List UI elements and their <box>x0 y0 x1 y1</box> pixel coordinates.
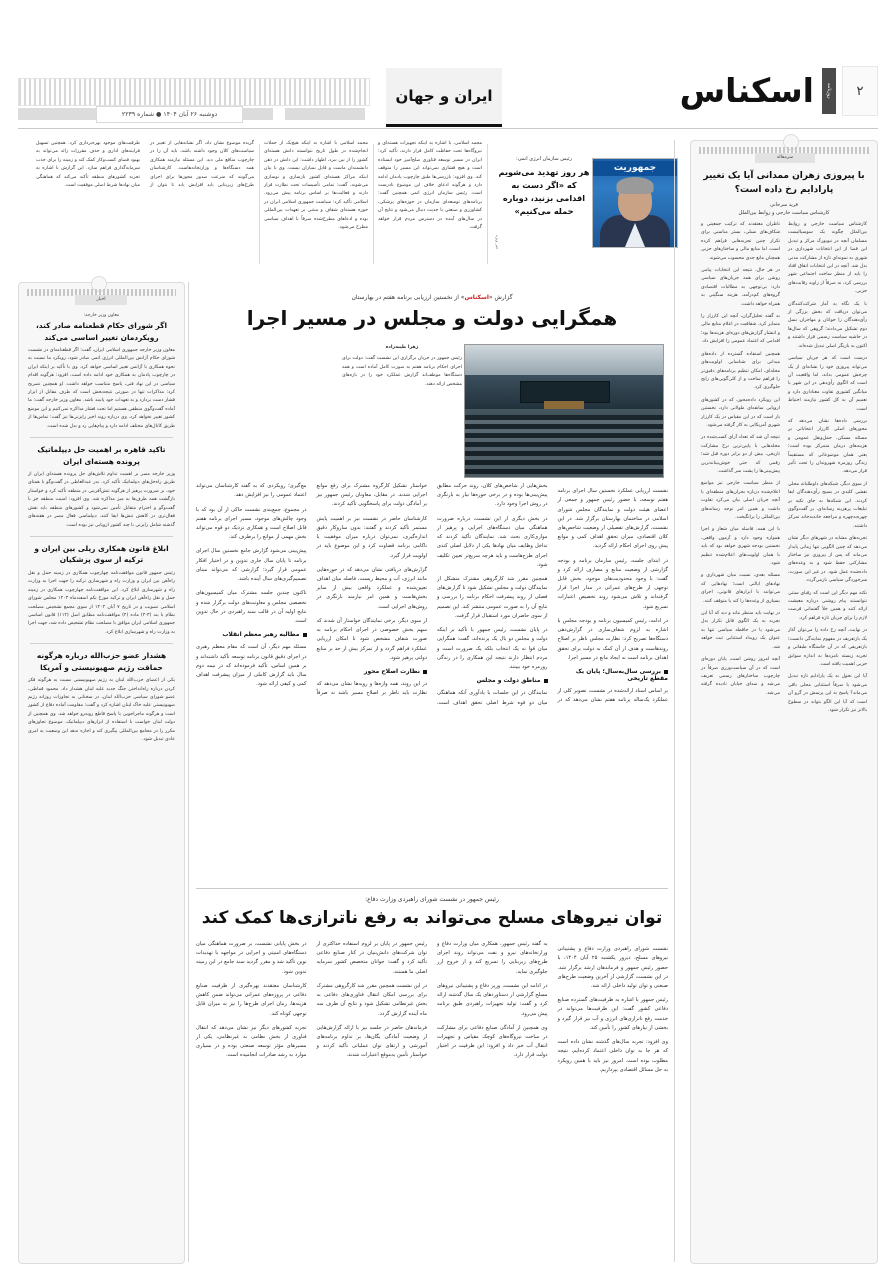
main-article-kicker <box>196 294 668 301</box>
news-item[interactable] <box>28 543 175 637</box>
editorial-paragraph: مسئله بعدی، نسبت میان شهرداری و نهادهای ایالتی است؛ نهادهایی که می‌توانند با ابزارهای قانونی، اجرای بسیاری از وعده‌ها را کند یا متوقف کنند. <box>701 573 780 604</box>
editorial-paragraph: در هر حال، نتیجه این انتخابات پیامی روشن برای همه جریان‌های سیاسی دارد: بی‌توجهی به مطالبات اقتصادی گروه‌های کم‌درآمد، هزینه سنگینی به همراه خواهد داشت. <box>701 268 780 307</box>
editorial-paragraph: در نهایت باید منتظر ماند و دید که آیا این تجربه به یک الگوی قابل تکرار بدل می‌شود یا در حافظه سیاسی تنها به عنوان یک رویداد استثنایی ثبت خواهد شد. <box>701 611 780 650</box>
bottom-article-headline: توان نیروهای مسلح می‌تواند به رفع ناترازی‌ها کمک کند <box>201 908 663 928</box>
publication-date: دوشنبه ۲۶ آبان ۱۴۰۴ ● شماره ۲۲۳۹ <box>96 106 243 123</box>
bottom-article-paragraph: به گفته رئیس جمهور، همکاری میان وزارت دفاع و وزارتخانه‌های نیرو و نفت می‌تواند روند اجرای طرح‌های زیربنایی را تسریع کند و از خروج ارز جلوگیری نماید. <box>437 941 548 975</box>
bottom-article-paragraph: رئیس جمهور با اشاره به ظرفیت‌های گسترده صنایع دفاعی کشور گفت: این ظرفیت‌ها می‌تواند در خدمت رفع ناترازی‌های انرژی و آب نیز قرار گیرد و بخشی از نیازهای کشور را تأمین کند. <box>557 997 668 1031</box>
topband-rule-3 <box>259 144 260 264</box>
editorial-paragraph: آیا این تحول به یک پارادایم تازه تبدیل می‌شود یا صرفاً استثنایی محلی باقی می‌ماند؟ پاسخ به این پرسش در گرو آن است که آیا این الگو بتواند در سطوح بالاتر نیز تکرار شود. <box>788 674 867 713</box>
interview-kicker: رئیس سازمان انرژی اتمی: <box>516 156 572 162</box>
main-article-headline: همگرایی دولت و مجلس در مسیر اجرا <box>246 306 618 330</box>
editorial-paragraph: در نهایت، آنچه رخ داده را می‌توان آغاز یک بازتعریف در مفهوم نمایندگی دانست؛ بازتعریفی که در آن خاستگاه طبقاتی و تجربه زیسته نامزدها به اندازه سوابق حزبی اهمیت یافته است. <box>788 628 867 667</box>
newspaper-logo: اسکناس <box>679 71 814 110</box>
editorial-panel <box>690 140 878 1264</box>
editorial-author-name: فرید سرجانی <box>770 202 798 208</box>
main-article-subheading: نظارت اصلاح محور <box>317 668 428 675</box>
news-item-headline: ابلاغ قانون همکاری ریلی بین ایران و ترکیه از سوی پزشکیان <box>34 543 169 565</box>
news-item-kicker: معاون وزیر خارجه: <box>83 313 120 318</box>
topband-rule-2 <box>373 144 374 264</box>
news-item-headline: تاکید قاهره بر اهمیت حل دیپلماتیک پرونده هسته‌ای ایران <box>37 445 166 466</box>
main-article-subheading: بررسی سال‌به‌سال؛ پایان یک مقطع تاریخی <box>575 668 668 683</box>
photo-ceiling <box>465 345 663 375</box>
main-article-paragraph: همچنین مقرر شد کارگروهی مشترک متشکل از نمایندگان دولت و مجلس تشکیل شود تا گزارش‌های فصلی از روند پیشرفت احکام برنامه را بررسی و نتایج آن را به صورت عمومی منتشر کند. این تصمیم از سوی حاضران مورد استقبال قرار گرفت. <box>437 576 548 619</box>
bottom-article-paragraph: تجربه کشورهای دیگر نیز نشان می‌دهد که انتقال فناوری از بخش نظامی به غیرنظامی، یکی از مسیرهای مؤثر توسعه صنعتی بوده و در بسیاری موارد به رشد صادرات انجامیده است. <box>196 1024 307 1059</box>
bullet-square-icon <box>303 633 307 637</box>
masthead-grey-bar-right <box>285 108 365 120</box>
photo-seats <box>465 415 663 477</box>
editorial-paragraph: به گفته تحلیل‌گران، آنچه این کارزار را متمایز کرد، شفافیت در اعلام منابع مالی و انتشار گزارش‌های دوره‌ای هزینه‌ها بود؛ اقدامی که اعتماد عمومی را افزایش داد. <box>701 314 780 345</box>
interview-photo <box>592 158 678 248</box>
editorial-tag: سرمقاله <box>755 153 815 163</box>
bottom-article-paragraph: فرماندهان حاضر در جلسه نیز با ارائه گزارش‌هایی از وضعیت آمادگی یگان‌ها، بر تداوم برنامه‌های آموزشی و ارتقای توان عملیاتی تأکید کردند و خواستار تأمین به‌موقع اعتبارات شدند. <box>316 1024 427 1059</box>
news-item-headline: هشدار عضو حزب‌الله درباره هرگونه حماقت رژیم صهیونیستی و آمریکا <box>36 651 167 672</box>
main-article-paragraph: در بخش دیگری از این نشست، درباره ضرورت هماهنگی میان دستگاه‌های اجرایی و پرهیز از موازی‌کاری بحث شد. نمایندگان تأکید کردند که تداخل وظایف میان نهادها یکی از دلایل اصلی کندی اجرای طرح‌هاست و باید هرچه سریع‌تر تعیین تکلیف شود. <box>437 515 548 568</box>
bottom-article-paragraph: در بخش پایانی نشست، بر ضرورت هماهنگی میان دستگاه‌های امنیتی و اجرایی در مواجهه با تهدیدات نوین تأکید شد و مقرر گردید سند جامع در این زمینه تدوین شود. <box>196 941 307 975</box>
top-band <box>18 140 678 270</box>
editorial-paragraph: از منظر سیاست خارجی نیز مواضع اعلام‌شده درباره بحران‌های منطقه‌ای با آنچه جریان اصلی بیان می‌کرد تفاوت داشت و همین امر توجه رسانه‌های بین‌المللی را برانگیخت. <box>701 481 780 520</box>
bottom-article-kicker: رئیس جمهور در نشست شورای راهبردی وزارت دفاع: <box>365 896 499 903</box>
bottom-article-paragraph: رئیس جمهور در پایان بر لزوم استفاده حداکثری از توان شرکت‌های دانش‌بنیان در کنار صنایع دفاعی تأکید کرد و گفت: جوانان متخصص کشور سرمایه اصلی ما هستند. <box>316 941 427 975</box>
page-number: ۲ <box>842 66 878 116</box>
interview-block <box>488 140 678 268</box>
kicker-after: » از نخستین ارزیابی برنامه هفتم در بهارستان <box>351 294 465 301</box>
news-item-list <box>28 313 175 1255</box>
topband-column-3 <box>36 140 254 268</box>
topband-text-3: گزیده موضوع نشان داد، اگر نشانه‌هایی از تغییر در سیاست‌های کلان وجود داشته باشد، باید آن را در چارچوب منافع ملی دید. این مسئله نیازمند همکاری همه دستگاه‌ها و وزارتخانه‌هاست. کارشناسان می‌گویند که سرعت صدور مجوزها برای اجرای طرح‌های زیربنایی باید افزایش یابد تا بتوان از ظرفیت‌های موجود بهره‌برداری کرد. همچنین تسهیل فرایندهای اداری و حذف مقررات زائد می‌تواند به بهبود فضای کسب‌وکار کمک کند و زمینه را برای جذب سرمایه‌گذاری فراهم سازد. این گزارش با اشاره به تجربه کشورهای منطقه تأکید می‌کند که هماهنگی میان نهادها شرط اصلی موفقیت است. <box>36 141 254 189</box>
main-article-section-text: بر اساس اسناد ارائه‌شده در نشست، تصویر کلی از عملکرد یک‌ساله برنامه هفتم نشان می‌دهد که در بخش‌هایی از شاخص‌های کلان، روند حرکت مطابق پیش‌بینی‌ها بوده و در برخی حوزه‌ها نیاز به بازنگری در روش اجرا وجود دارد. <box>437 483 668 704</box>
main-article-section-text: مسئله مهم دیگر، آن است که مقام معظم رهبری در اجرای دقیق قانون برنامه توسعه تأکید داشته‌اند و بر همین اساس، تأکید فرموده‌اند که در نیمه دوم سال باید گزارش کاملی از میزان پیشرفت اهداف کمی و کیفی ارائه شود. <box>196 644 307 688</box>
topband-text-2: محمد اسلامی با اشاره به اینکه هیچ‌یک از حملات انجام‌شده در طول تاریخ نتوانسته دانش هسته‌ای کشور را از بین ببرد، اظهار داشت: این دانش در ذهن دانشمندان ماست و قابل بمباران نیست. وی با بیان اینکه مراکز هسته‌ای کشور بازسازی و نوسازی می‌شوند، گفت: تمامی تأسیسات تحت نظارت قرار دارند و فعالیت‌ها بر اساس برنامه پیش می‌رود. اسلامی تأکید کرد: سیاست جمهوری اسلامی ایران در حوزه هسته‌ای شفاف و مبتنی بر تعهدات بین‌المللی بوده و ادعاهای مطرح‌شده صرفاً با اهداف سیاسی مطرح می‌شود. <box>264 141 368 231</box>
editorial-paragraph: همچنین استفاده گسترده از داده‌های میدانی برای شناسایی اولویت‌های محله‌ای، امکان تنظیم برنامه‌های دقیق‌تر را فراهم ساخت و از کلی‌گویی‌های رایج جلوگیری کرد. <box>701 351 780 391</box>
main-article-body <box>196 482 668 882</box>
column-rule-right <box>674 140 675 1262</box>
main-article-paragraph: در ادامه، رئیس کمیسیون برنامه و بودجه مجلس با اشاره به لزوم شفاف‌سازی در گزارش‌دهی دستگاه‌ها تصریح کرد: نظارت مجلس ناظر بر اصلاح روندهاست و هدف از آن کمک به دولت برای تحقق اهداف برنامه است نه ایجاد مانع در مسیر اجرا. <box>557 617 668 661</box>
editorial-author <box>701 201 867 217</box>
logo-area <box>680 66 878 116</box>
kicker-before: گزارش « <box>488 294 513 301</box>
topband-text-1: محمد اسلامی، با اشاره به اینکه تجهیزات هسته‌ای و نیروگاه‌ها تحت حفاظت کامل قرار دارند، تأکید کرد: ایران در مسیر توسعه فناوری صلح‌آمیز خود ایستاده است و هیچ فشاری نمی‌تواند این مسیر را متوقف کند. وی افزود: بازرسی‌ها طبق چارچوب پادمان ادامه دارد و هرگونه ادعای خلاف این موضوع نادرست است. رئیس سازمان انرژی اتمی همچنین گفت: برنامه‌های توسعه‌ای سازمان در حوزه‌های پزشکی، کشاورزی و صنعتی با جدیت دنبال می‌شود و نتایج آن در سال‌های آینده در دسترس مردم قرار خواهد گرفت. <box>378 141 482 231</box>
photo-banner-text: جمهوریت <box>593 161 677 176</box>
main-article-paragraph: پیش‌بینی می‌شود گزارش جامع نخستین سال اجرای برنامه تا پایان سال جاری تدوین و در اختیار افکار عمومی قرار گیرد؛ گزارشی که می‌تواند مبنای تصمیم‌گیری‌های سال آینده باشد. <box>196 548 307 583</box>
topband-column-2 <box>264 140 368 268</box>
parliament-photo <box>464 344 664 478</box>
bullet-square-icon <box>423 670 427 674</box>
column-rule-left <box>188 282 189 1262</box>
interview-side-note: خبر ویژه <box>495 235 500 250</box>
bottom-article-paragraph: کارشناسان معتقدند بهره‌گیری از ظرفیت صنایع دفاعی در پروژه‌های عمرانی می‌تواند ضمن کاهش هزینه‌ها، زمان اجرای طرح‌ها را نیز به میزان قابل توجهی کوتاه کند. <box>196 982 307 1017</box>
bullet-square-icon <box>664 670 668 674</box>
editorial-paragraph: این رویکرد داده‌محور، که در کشورهای اروپایی سابقه‌ای طولانی دارد، نخستین بار است که در این مقیاس در یک کارزار شهری آمریکایی به کار گرفته می‌شود. <box>701 397 780 428</box>
bottom-article-paragraph: در ادامه این نشست، وزیر دفاع و پشتیبانی نیروهای مسلح گزارشی از دستاوردهای یک سال گذشته ارائه کرد و گفت: تولید تجهیزات راهبردی طبق برنامه پیش می‌رود. <box>437 982 548 1017</box>
bottom-article-paragraph: وی افزود: تجربه سال‌های گذشته نشان داده است که هر جا به توان داخلی اعتماد کرده‌ایم، نتیجه مطلوب بوده است. امروز نیز باید با همین رویکرد به حل مسائل اقتصادی بپردازیم. <box>557 1039 668 1073</box>
news-sidebar <box>18 282 185 1264</box>
editorial-paragraph: تجربه‌های مشابه در شهرهای دیگر نشان می‌دهد که چنین الگویی تنها زمانی پایدار می‌ماند که پس از پیروزی نیز ساختار مشارکتی حفظ شود و به وعده‌های داده‌شده عمل شود. در غیر این صورت، سرخوردگی سیاسی بازمی‌گردد. <box>788 536 867 584</box>
main-article-section-text: نمایندگان در این جلسات با یادآوری آنکه هماهنگی میان دو قوه شرط اصلی تحقق اهداف است، خواستار تشکیل کارگروه مشترک برای رفع موانع اجرایی شدند. در مقابل، معاونان رئیس جمهور نیز بر آمادگی دولت برای پاسخگویی تأکید کردند. <box>316 483 548 706</box>
editorial-author-role: کارشناس سیاست خارجی و روابط بین‌الملل <box>738 210 830 216</box>
news-item-separator <box>30 437 173 438</box>
interview-headline: هر روز تهدید می‌شویم که «اگر دست به اقدامی بزنید، دوباره حمله می‌کنیم» <box>498 167 590 216</box>
main-article-paragraph: کارشناسان حاضر در نشست نیز بر اهمیت پایش مستمر تأکید کردند و گفتند: بدون سازوکار دقیق اندازه‌گیری، نمی‌توان درباره میزان موفقیت یا ناکامی برنامه قضاوت کرد و این موضوع باید در اولویت قرار گیرد. <box>316 515 427 559</box>
news-sidebar-tag: اخبار <box>75 295 127 305</box>
bottom-article <box>196 888 668 1262</box>
brand-name: اسکناس <box>464 294 489 301</box>
topband-column-1 <box>378 140 482 268</box>
editorial-headline: با پیروزی زهران ممدانی آیا یک تغییر پارادایم رخ داده است؟ <box>703 171 865 195</box>
news-item-body: رئیس جمهور قانون موافقت‌نامه چهارچوب همکاری در زمینه حمل و نقل راه‌آهن بین ایران و وزارت راه و شهرسازی ترکیه را جهت اجرا به وزارت راه و شهرسازی ابلاغ کرد. این موافقت‌نامه چهارچوب همکاری در زمینه حمل و نقل راه‌آهن ایران و ترکیه مورخ یکم اسفندماه ۱۴۰۳ مجلس شورای اسلامی تصویب و در تاریخ ۷ آبان ۱۴۰۴ از سوی مجمع تشخیص مصلحت نظام با بند (۳-۴) ماده (۴) موافقت‌نامه مطابق اصل (۱۱۲) قانون اساسی جمهوری اسلامی ایران موافق با مصلحت نظام تشخیص داده شد، جهت اجرا به وزارت راه و شهرسازی ابلاغ کرد. <box>28 570 175 635</box>
news-item[interactable] <box>28 444 175 530</box>
editorial-paragraph: درست است که هر جریان سیاسی می‌تواند پیروزی خود را نشانه‌ای از یک چرخش عمومی بداند، اما واقعیت آن است که الگوی رأی‌دهی در این شهر با میانگین کشوری تفاوت معناداری دارد و تعمیم آن به کل کشور نیازمند احتیاط است. <box>788 356 867 412</box>
bullet-square-icon <box>544 679 548 683</box>
editorial-paragraph: نتیجه آن شد که تعداد آرای کسب‌شده در محله‌هایی با پایین‌ترین نرخ مشارکت تاریخی، بیش از دو برابر دوره قبل شد؛ رقمی که حتی خوش‌بینانه‌ترین پیش‌بینی‌ها را پشت سر گذاشت. <box>701 435 780 474</box>
editorial-paragraph: با این همه، فاصله میان شعار و اجرا همواره وجود دارد و آزمون واقعی، نخستین بودجه شهری خواهد بود که باید با همان اولویت‌های اعلام‌شده تنظیم شود. <box>701 527 780 567</box>
main-article-section-text: در این روند، همه واژه‌ها و رویه‌ها نشان می‌دهد که نظارت باید ناظر بر اصلاح مسیر باشد نه صرفاً مچ‌گیری؛ رویکردی که به گفته کارشناسان می‌تواند اعتماد عمومی را نیز افزایش دهد. <box>196 483 427 697</box>
news-item-separator <box>30 643 173 644</box>
main-article-lead-block <box>342 344 462 389</box>
main-article-lead: رئیس جمهور در جریان برگزاری این نشست گفت: دولت برای اجرای احکام برنامه هفتم به صورت کامل آماده است و همه دستگاه‌ها موظف‌اند گزارش عملکرد خود را در بازه‌های مشخص ارائه دهند. <box>342 356 462 387</box>
editorial-paragraph: با یک نگاه به آمار شرکت‌کنندگان می‌توان دریافت که بخش بزرگی از رأی‌دهندگان را جوانان و مهاجران نسل دوم تشکیل می‌دادند؛ گروهی که سال‌ها در حاشیه سیاست رسمی قرار داشتند و اکنون به بازیگر اصلی تبدیل شده‌اند. <box>788 301 867 349</box>
editorial-paragraph: کارشناس سیاست خارجی و روابط بین‌الملل چگونه یک سوسیالیست مسلمان آنچه در نیویورک مرکز و تبدیل این فضا از این انتخابات شهرداری در شهری به نمونه‌ای تازه از مشارکت مدنی بدل شد. آنچه در این انتخابات اتفاق افتاد را باید از منظر ساخت اجتماعی شهر بررسی کرد، نه صرفاً از زاویه رقابت‌های حزبی. <box>788 222 867 295</box>
editorial-paragraph: آنچه امروز روشن است، پایان دوره‌ای است که در آن سیاست‌ورزی صرفاً در چارچوب ساختارهای رسمی تعریف می‌شد و صدای خیابان نادیده گرفته می‌شد. <box>701 657 780 696</box>
bottom-article-divider <box>196 888 668 889</box>
main-article-paragraph: در پایان نشست، رئیس جمهور با تأکید بر اینکه دولت و مجلس دو بال یک پرنده‌اند، گفت: همگرایی میان قوا نه یک انتخاب بلکه یک ضرورت است و مردم انتظار دارند نتیجه این همکاری را در زندگی روزمره خود ببینند. <box>437 627 548 670</box>
editorial-paragraph: از سوی دیگر، شبکه‌های داوطلبانه محلی نقشی کلیدی در بسیج رأی‌دهندگان ایفا کردند. این شبکه‌ها به جای تکیه بر تبلیغات پرهزینه رسانه‌ای، بر گفت‌وگوی چهره‌به‌چهره و مراجعه خانه‌به‌خانه تمرکز داشتند. <box>788 481 867 529</box>
main-article <box>196 282 668 882</box>
section-title: ایران و جهان <box>386 68 502 127</box>
news-item-body: یکی از اعضای حزب‌الله لبنان به رژیم صهیونیستی نسبت به هرگونه فکر کردن درباره راه‌انداختن جنگ جدید علیه لبنان هشدار داد. محمود قماطی، عضو شورای سیاسی حزب‌الله لبنان، در سخنانی به تجاوزات روزانه رژیم صهیونیستی علیه خاک لبنان اشاره کرد و گفت: مقاومت آماده دفاع از کشور است و هرگونه ماجراجویی با پاسخ قاطع روبه‌رو خواهد شد. وی همچنین از دولت لبنان خواست با استفاده از ابزارهای دیپلماتیک، موضوع تجاوزهای مکرر را در مجامع بین‌المللی پیگیری کند و اجازه ندهد این وضعیت به امری عادی تبدیل شود. <box>28 678 175 742</box>
editorial-paragraph: بررسی داده‌ها نشان می‌دهد که محورهای اصلی کارزار انتخاباتی بر مسئله مسکن، حمل‌ونقل عمومی و هزینه‌های درمان متمرکز بوده است؛ یعنی همان موضوعاتی که مستقیماً زندگی روزمره شهروندان را تحت تأثیر قرار می‌دهد. <box>788 418 867 475</box>
topband-rule-1 <box>487 144 488 264</box>
news-item[interactable] <box>28 650 175 744</box>
photo-screen <box>520 381 609 403</box>
news-item-body: معاون وزیر خارجه جمهوری اسلامی ایران، گفت: اگر قطعنامه‌ای در نشست شورای حکام آژانس بین‌المللی انرژی اتمی صادر شود، رویکرد ما نسبت به نحوه همکاری با آژانس تغییر اساسی خواهد کرد. وی با تأکید بر اینکه ایران در چارچوب پادمان به همکاری خود ادامه داده است، افزود: هرگونه اقدام سیاسی در این نهاد فنی، پاسخ متناسب خواهد داشت. او همچنین تصریح کرد: مذاکرات تنها در صورتی نتیجه‌بخش است که طرف مقابل از ابزار فشار دست بردارد و به تعهدات خود پایبند باشد. معاون وزیر خارجه گفت: ما آماده گفت‌وگوی منطقی هستیم اما تحت فشار مذاکره نمی‌کنیم و این موضع کشور تغییر نخواهد کرد. وی درباره روند اخیر رایزنی‌ها نیز گفت: تماس‌ها از طریق کانال‌های مختلف ادامه دارد و پیام‌هایی رد و بدل شده است. <box>28 348 175 429</box>
main-article-subheading: مطالبه رهبر معظم انقلاب <box>196 631 307 638</box>
news-item-headline: اگر شورای حکام قطعنامه صادر کند، رویکردمان تغییر اساسی می‌کند <box>36 321 167 342</box>
news-item-body: وزیر خارجه مصر بر اهمیت تداوم تلاش‌های حل پرونده هسته‌ای ایران از طریق راه‌حل‌های دیپلماتیک تأکید کرد. بدر عبدالعاطی در گفت‌وگو با همتای خود، بر ضرورت پرهیز از هرگونه تنش‌آفرینی در منطقه تأکید کرد و خواستار بازگشت همه طرف‌ها به میز مذاکره شد. وی افزود: امنیت منطقه جز با گفت‌وگو و احترام متقابل تأمین نمی‌شود و کشورهای منطقه باید نقش فعال‌تری در کاهش تنش‌ها ایفا کنند. دیپلماسی فعال مصر در هفته‌های گذشته شامل رایزنی با چند کشور اروپایی نیز بوده است. <box>28 472 175 528</box>
main-article-paragraph: در مجموع، جمع‌بندی نشست حاکی از آن بود که با وجود چالش‌های موجود، مسیر اجرای برنامه هفتم قابل اصلاح است و همکاری نزدیک دو قوه می‌تواند بخش مهمی از موانع را برطرف کند. <box>196 506 307 541</box>
news-item-separator <box>30 536 173 537</box>
bottom-article-body <box>196 940 668 1258</box>
main-article-paragraph: گزارش‌های دریافتی نشان می‌دهد که در حوزه‌هایی مانند انرژی، آب و محیط زیست، فاصله میان اهداف تعیین‌شده و عملکرد واقعی بیش از سایر بخش‌هاست و همین امر نیازمند بازنگری در روش‌های اجرایی است. <box>316 566 427 610</box>
masthead <box>0 62 896 124</box>
masthead-barcode-strip <box>18 78 370 106</box>
figure-hair <box>617 177 654 194</box>
bottom-article-paragraph: وی همچنین از آمادگی صنایع دفاعی برای مشارکت در ساخت نیروگاه‌های کوچک مقیاس و تجهیزات انتقال آب خبر داد و افزود: این ظرفیت در اختیار دولت قرار دارد. <box>437 1024 548 1059</box>
editorial-body <box>701 221 867 1255</box>
bottom-article-paragraph: در این نشست همچنین مقرر شد کارگروهی مشترک برای بررسی امکان انتقال فناوری‌های دفاعی به بخش غیرنظامی تشکیل شود و نتایج آن ظرف سه ماه آینده گزارش گردد. <box>316 982 427 1017</box>
bottom-article-paragraph: نشست شورای راهبردی وزارت دفاع و پشتیبانی نیروهای مسلح، دیروز یکشنبه ۲۵ آبان ۱۴۰۴، با حضور رئیس جمهور و فرماندهان ارشد برگزار شد. در این نشست، گزارشی از آخرین وضعیت طرح‌های صنعتی و توان تولید داخلی ارائه شد. <box>557 946 668 989</box>
main-article-paragraph: در ابتدای جلسه، رئیس سازمان برنامه و بودجه گزارشی از وضعیت منابع و مصارف ارائه کرد و گفت: با وجود محدودیت‌های موجود، بخش قابل توجهی از طرح‌های عمرانی در مدار اجرا قرار گرفته‌اند و تلاش می‌شود روند تخصیص اعتبارات تسریع شود. <box>557 557 668 610</box>
main-article-paragraph: از سوی دیگر، برخی نمایندگان خواستار آن شدند که سهم بخش خصوصی در اجرای احکام برنامه به صورت شفاف مشخص شود تا امکان ارزیابی عملکرد فراهم گردد و از تمرکز بیش از حد بر منابع دولتی پرهیز شود. <box>316 617 427 661</box>
main-article-byline: زهرا طیبه‌زاده <box>385 345 419 350</box>
editorial-paragraph: نکته مهم دیگر این است که رقبای سنتی نتوانستند پیام روشنی درباره معیشت ارائه کنند و همین خلأ گفتمانی فرصت لازم را برای جریان تازه فراهم کرد. <box>788 590 867 621</box>
masthead-divider <box>18 128 878 129</box>
main-article-subheading: مناطق دولت و مجلس <box>437 677 548 684</box>
editorial-paragraph: ناظران معتقدند که ترکیب جمعیتی و شکاف‌های نسلی، بستر مناسبی برای تکرار چنین تجربه‌هایی فراهم کرده است، اما منابع مالی و ساختارهای حزبی همچنان مانع جدی محسوب می‌شوند. <box>701 222 780 261</box>
news-item[interactable] <box>28 313 175 431</box>
main-article-paragraph: تاکنون چندین جلسه مشترک میان کمیسیون‌های تخصصی مجلس و معاونت‌های دولت برگزار شده و نتایج اولیه آن در قالب سند راهبردی در حال تدوین است. <box>196 590 307 624</box>
main-article-paragraph: نشست ارزیابی عملکرد نخستین سال اجرای برنامه هفتم توسعه، با حضور رئیس جمهور و جمعی از اعضای هیئت دولت و نمایندگان مجلس شورای اسلامی در ساختمان بهارستان برگزار شد. در این نشست، گزارش‌های تفصیلی از وضعیت شاخص‌های کلان اقتصادی، میزان تحقق اهداف کمی و موانع پیش روی اجرای احکام ارائه گردید. <box>557 488 668 550</box>
logo-badge: روزنامه <box>822 68 836 114</box>
